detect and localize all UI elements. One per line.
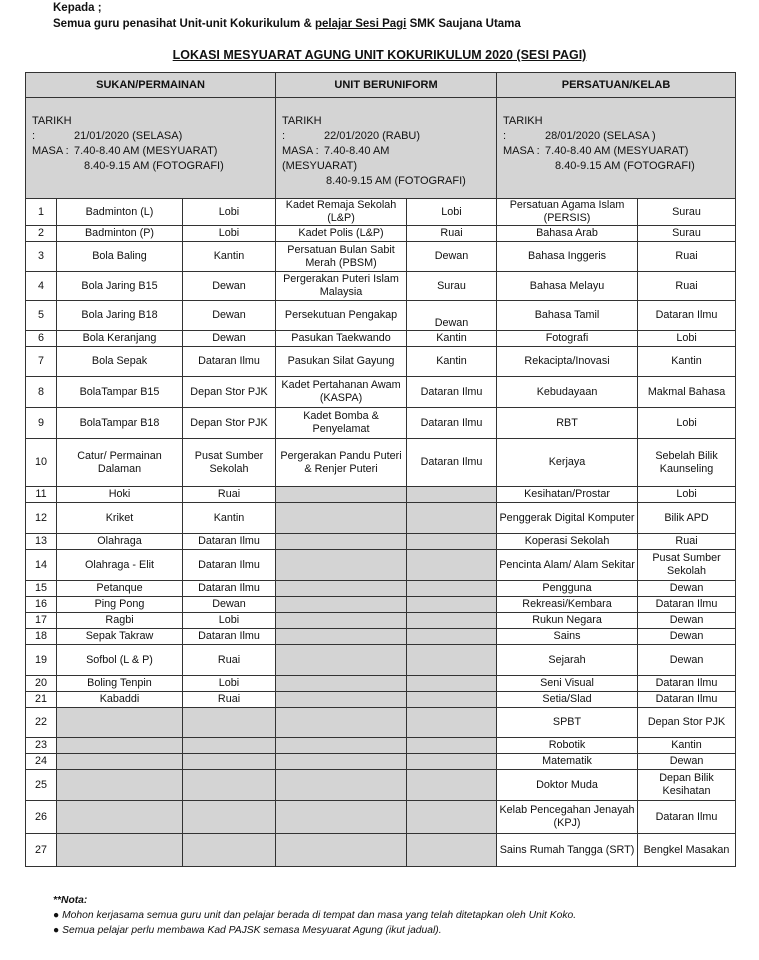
beruniform-location: [407, 597, 497, 613]
beruniform-location: [407, 692, 497, 708]
beruniform-unit: Kadet Pertahanan Awam (KASPA): [276, 377, 407, 408]
sukan-activity: [57, 770, 183, 801]
sukan-location: [183, 770, 276, 801]
persatuan-club: Doktor Muda: [497, 770, 638, 801]
persatuan-club: Matematik: [497, 754, 638, 770]
persatuan-club: Pengguna: [497, 581, 638, 597]
persatuan-club: Koperasi Sekolah: [497, 534, 638, 550]
persatuan-location: Sebelah Bilik Kaunseling: [638, 439, 736, 487]
note-text: Semua pelajar perlu membawa Kad PAJSK semasa Mesyuarat Agung (ikut jadual).: [62, 925, 442, 936]
beruniform-unit: [276, 597, 407, 613]
beruniform-location: [407, 738, 497, 754]
row-number: 16: [26, 597, 57, 613]
masa-label: MASA :: [32, 145, 69, 157]
persatuan-club: Kelab Pencegahan Jenayah (KPJ): [497, 801, 638, 834]
beruniform-unit: Pasukan Taekwando: [276, 331, 407, 347]
sukan-activity: Kabaddi: [57, 692, 183, 708]
persatuan-club: Pencinta Alam/ Alam Sekitar: [497, 550, 638, 581]
category-header-row: [26, 73, 736, 98]
beruniform-unit: [276, 676, 407, 692]
sukan-time-photo: 8.40-9.15 AM (FOTOGRAFI): [84, 160, 224, 172]
persatuan-club: Persatuan Agama Islam (PERSIS): [497, 199, 638, 226]
recipients-part-b: pelajar Sesi Pagi: [314, 18, 407, 30]
persatuan-club: Rekacipta/Inovasi: [497, 347, 638, 377]
tarikh-label: TARIKH :: [503, 115, 543, 142]
row-number: 5: [26, 301, 57, 331]
beruniform-unit: Kadet Bomba & Penyelamat: [276, 408, 407, 439]
sukan-location: Dataran Ilmu: [183, 629, 276, 645]
persatuan-location: Bengkel Masakan: [638, 834, 736, 867]
row-number: 13: [26, 534, 57, 550]
note-item: ● Semua pelajar perlu membawa Kad PAJSK semasa Mesyuarat Agung (ikut jadual).: [53, 925, 442, 936]
masa-label: MASA :: [282, 145, 319, 157]
persatuan-club: Setia/Slad: [497, 692, 638, 708]
beruniform-location: Lobi: [407, 199, 497, 226]
beruniform-unit: [276, 613, 407, 629]
persatuan-location: Dewan: [638, 613, 736, 629]
persatuan-location: Lobi: [638, 487, 736, 503]
sukan-activity: [57, 754, 183, 770]
beruniform-location: [407, 708, 497, 738]
sukan-activity: Ping Pong: [57, 597, 183, 613]
sukan-location: Kantin: [183, 242, 276, 272]
beruniform-unit: Persekutuan Pengakap: [276, 301, 407, 331]
table-row: [26, 629, 736, 645]
persatuan-club: Bahasa Tamil: [497, 301, 638, 331]
persatuan-location: Dewan: [638, 581, 736, 597]
beruniform-unit: [276, 801, 407, 834]
persatuan-location: Depan Stor PJK: [638, 708, 736, 738]
beruniform-unit: [276, 754, 407, 770]
sukan-location: Ruai: [183, 692, 276, 708]
table-row: [26, 834, 736, 867]
sukan-activity: Ragbi: [57, 613, 183, 629]
sukan-date: 21/01/2020 (SELASA): [74, 130, 183, 142]
sukan-location: Dewan: [183, 331, 276, 347]
persatuan-club: Sejarah: [497, 645, 638, 676]
beruniform-location: [407, 754, 497, 770]
sukan-location: Dataran Ilmu: [183, 550, 276, 581]
sukan-location: Dataran Ilmu: [183, 581, 276, 597]
persatuan-club: Sains: [497, 629, 638, 645]
table-row: [26, 645, 736, 676]
notes-section: [53, 893, 576, 938]
table-row: [26, 226, 736, 242]
beruniform-unit: [276, 708, 407, 738]
beruniform-location: [407, 487, 497, 503]
table-row: [26, 377, 736, 408]
table-row: [26, 708, 736, 738]
sukan-activity: BolaTampar B15: [57, 377, 183, 408]
persatuan-location: Lobi: [638, 408, 736, 439]
sukan-activity: Bola Jaring B18: [57, 301, 183, 331]
sukan-location: Ruai: [183, 645, 276, 676]
persatuan-location: Dataran Ilmu: [638, 597, 736, 613]
sukan-activity: Olahraga - Elit: [57, 550, 183, 581]
persatuan-location: Dewan: [638, 645, 736, 676]
sukan-activity: [57, 708, 183, 738]
tarikh-label: TARIKH :: [32, 115, 72, 142]
persatuan-location: Ruai: [638, 272, 736, 301]
beruniform-location: [407, 503, 497, 534]
masa-label: MASA :: [503, 145, 540, 157]
beruniform-location: Dewan: [407, 242, 497, 272]
row-number: 14: [26, 550, 57, 581]
sukan-activity: Sofbol (L & P): [57, 645, 183, 676]
beruniform-location: Dataran Ilmu: [407, 439, 497, 487]
row-number: 3: [26, 242, 57, 272]
sukan-location: [183, 708, 276, 738]
persatuan-time-meeting: 7.40-8.40 AM (MESYUARAT): [545, 145, 689, 157]
table-row: [26, 692, 736, 708]
beruniform-location: [407, 676, 497, 692]
beruniform-unit: [276, 487, 407, 503]
beruniform-unit: [276, 581, 407, 597]
beruniform-location: [407, 834, 497, 867]
sukan-location: Lobi: [183, 676, 276, 692]
beruniform-unit: [276, 770, 407, 801]
row-number: 12: [26, 503, 57, 534]
table-row: [26, 199, 736, 226]
row-number: 19: [26, 645, 57, 676]
beruniform-location: [407, 770, 497, 801]
sukan-location: Kantin: [183, 503, 276, 534]
schedule-info-row: [26, 98, 736, 199]
table-row: [26, 770, 736, 801]
beruniform-location: [407, 581, 497, 597]
row-number: 17: [26, 613, 57, 629]
sukan-activity: Bola Sepak: [57, 347, 183, 377]
sukan-activity: Badminton (L): [57, 199, 183, 226]
sukan-activity: Catur/ Permainan Dalaman: [57, 439, 183, 487]
beruniform-location: Dewan: [407, 301, 497, 331]
beruniform-unit: [276, 645, 407, 676]
persatuan-location: Dataran Ilmu: [638, 692, 736, 708]
row-number: 23: [26, 738, 57, 754]
table-row: [26, 534, 736, 550]
sukan-activity: Sepak Takraw: [57, 629, 183, 645]
sukan-time-meeting: 7.40-8.40 AM (MESYUARAT): [74, 145, 218, 157]
sukan-location: Depan Stor PJK: [183, 377, 276, 408]
beruniform-unit: [276, 692, 407, 708]
sukan-location: Dewan: [183, 597, 276, 613]
persatuan-location: Lobi: [638, 331, 736, 347]
table-row: [26, 487, 736, 503]
persatuan-location: Pusat Sumber Sekolah: [638, 550, 736, 581]
beruniform-location: [407, 550, 497, 581]
sukan-location: [183, 738, 276, 754]
recipients-part-c: SMK Saujana Utama: [406, 18, 521, 30]
sukan-location: Dataran Ilmu: [183, 534, 276, 550]
persatuan-location: Kantin: [638, 347, 736, 377]
recipients-part-a: Semua guru penasihat Unit-unit Kokurikulum &: [53, 18, 315, 30]
sukan-activity: Badminton (P): [57, 226, 183, 242]
persatuan-location: Depan Bilik Kesihatan: [638, 770, 736, 801]
row-number: 25: [26, 770, 57, 801]
beruniform-unit: [276, 738, 407, 754]
persatuan-location: Dewan: [638, 754, 736, 770]
table-row: [26, 738, 736, 754]
persatuan-club: Bahasa Melayu: [497, 272, 638, 301]
sukan-activity: Bola Jaring B15: [57, 272, 183, 301]
table-row: [26, 272, 736, 301]
row-number: 27: [26, 834, 57, 867]
row-number: 15: [26, 581, 57, 597]
beruniform-location: [407, 629, 497, 645]
row-number: 1: [26, 199, 57, 226]
sukan-location: Dewan: [183, 272, 276, 301]
beruniform-location: [407, 645, 497, 676]
row-number: 6: [26, 331, 57, 347]
row-number: 22: [26, 708, 57, 738]
persatuan-location: Ruai: [638, 242, 736, 272]
row-number: 4: [26, 272, 57, 301]
row-number: 10: [26, 439, 57, 487]
row-number: 9: [26, 408, 57, 439]
persatuan-location: Bilik APD: [638, 503, 736, 534]
beruniform-location: [407, 801, 497, 834]
sukan-location: Dataran Ilmu: [183, 347, 276, 377]
sukan-location: Lobi: [183, 226, 276, 242]
beruniform-location: Kantin: [407, 347, 497, 377]
table-row: [26, 581, 736, 597]
table-row: [26, 597, 736, 613]
beruniform-schedule: [276, 98, 497, 199]
sukan-activity: Bola Baling: [57, 242, 183, 272]
sukan-activity: [57, 738, 183, 754]
persatuan-location: Kantin: [638, 738, 736, 754]
beruniform-unit: [276, 550, 407, 581]
beruniform-location: [407, 534, 497, 550]
persatuan-club: RBT: [497, 408, 638, 439]
beruniform-location: [407, 613, 497, 629]
persatuan-club: Rukun Negara: [497, 613, 638, 629]
sukan-location: [183, 801, 276, 834]
schedule-table: [25, 72, 736, 867]
persatuan-location: Dataran Ilmu: [638, 301, 736, 331]
beruniform-unit: Pergerakan Puteri Islam Malaysia: [276, 272, 407, 301]
notes-title: **Nota:: [53, 895, 88, 906]
table-row: [26, 754, 736, 770]
sukan-location: Lobi: [183, 199, 276, 226]
table-row: [26, 503, 736, 534]
category-beruniform-title: UNIT BERUNIFORM: [276, 73, 497, 98]
sukan-location: Depan Stor PJK: [183, 408, 276, 439]
row-number: 18: [26, 629, 57, 645]
persatuan-location: Dataran Ilmu: [638, 801, 736, 834]
beruniform-time-meeting: 7.40-8.40 AM: [324, 145, 390, 157]
persatuan-location: Makmal Bahasa: [638, 377, 736, 408]
row-number: 11: [26, 487, 57, 503]
beruniform-time-photo: 8.40-9.15 AM (FOTOGRAFI): [326, 175, 466, 187]
beruniform-unit: [276, 503, 407, 534]
sukan-activity: Bola Keranjang: [57, 331, 183, 347]
row-number: 7: [26, 347, 57, 377]
persatuan-club: Fotografi: [497, 331, 638, 347]
beruniform-unit: [276, 834, 407, 867]
category-sukan-title: SUKAN/PERMAINAN: [26, 73, 276, 98]
table-row: [26, 439, 736, 487]
sukan-location: Pusat Sumber Sekolah: [183, 439, 276, 487]
beruniform-location: Dataran Ilmu: [407, 408, 497, 439]
beruniform-unit: Persatuan Bulan Sabit Merah (PBSM): [276, 242, 407, 272]
sukan-activity: BolaTampar B18: [57, 408, 183, 439]
sukan-activity: Olahraga: [57, 534, 183, 550]
sukan-location: Ruai: [183, 487, 276, 503]
persatuan-location: Surau: [638, 199, 736, 226]
sukan-activity: Kriket: [57, 503, 183, 534]
recipients-line: [53, 18, 521, 30]
beruniform-unit: Kadet Remaja Sekolah (L&P): [276, 199, 407, 226]
persatuan-location: Surau: [638, 226, 736, 242]
table-row: [26, 801, 736, 834]
note-item: ● Mohon kerjasama semua guru unit dan pelajar berada di tempat dan masa yang telah ditetapkan oleh Unit Koko.: [53, 910, 577, 921]
persatuan-club: Robotik: [497, 738, 638, 754]
persatuan-club: Bahasa Arab: [497, 226, 638, 242]
beruniform-location: Dataran Ilmu: [407, 377, 497, 408]
sukan-activity: Hoki: [57, 487, 183, 503]
beruniform-unit: Kadet Polis (L&P): [276, 226, 407, 242]
sukan-activity: [57, 801, 183, 834]
persatuan-location: Ruai: [638, 534, 736, 550]
persatuan-club: Kebudayaan: [497, 377, 638, 408]
sukan-activity: Petanque: [57, 581, 183, 597]
table-row: [26, 347, 736, 377]
persatuan-club: SPBT: [497, 708, 638, 738]
persatuan-club: Kerjaya: [497, 439, 638, 487]
document-title: LOKASI MESYUARAT AGUNG UNIT KOKURIKULUM 2020 (SESI PAGI): [172, 48, 587, 62]
persatuan-club: Bahasa Inggeris: [497, 242, 638, 272]
table-row: [26, 408, 736, 439]
beruniform-unit: Pergerakan Pandu Puteri & Renjer Puteri: [276, 439, 407, 487]
table-row: [26, 676, 736, 692]
sukan-schedule: [26, 98, 276, 199]
persatuan-location: Dataran Ilmu: [638, 676, 736, 692]
beruniform-location: Kantin: [407, 331, 497, 347]
persatuan-club: Seni Visual: [497, 676, 638, 692]
table-row: [26, 331, 736, 347]
sukan-activity: Boling Tenpin: [57, 676, 183, 692]
row-number: 24: [26, 754, 57, 770]
row-number: 20: [26, 676, 57, 692]
beruniform-unit: [276, 534, 407, 550]
sukan-location: Dewan: [183, 301, 276, 331]
table-row: [26, 613, 736, 629]
sukan-location: [183, 834, 276, 867]
beruniform-location: Surau: [407, 272, 497, 301]
table-row: [26, 550, 736, 581]
row-number: 8: [26, 377, 57, 408]
sukan-location: Lobi: [183, 613, 276, 629]
table-row: [26, 242, 736, 272]
persatuan-time-photo: 8.40-9.15 AM (FOTOGRAFI): [555, 160, 695, 172]
sukan-activity: [57, 834, 183, 867]
beruniform-unit: Pasukan Silat Gayung: [276, 347, 407, 377]
persatuan-location: Dewan: [638, 629, 736, 645]
table-row: [26, 301, 736, 331]
beruniform-location: Ruai: [407, 226, 497, 242]
tarikh-label: TARIKH :: [282, 115, 322, 142]
row-number: 26: [26, 801, 57, 834]
salutation: Kepada ;: [53, 2, 102, 14]
persatuan-date: 28/01/2020 (SELASA ): [545, 130, 656, 142]
note-text: Mohon kerjasama semua guru unit dan pelajar berada di tempat dan masa yang telah ditetapkan oleh Unit Koko.: [62, 910, 577, 921]
beruniform-unit: [276, 629, 407, 645]
persatuan-club: Penggerak Digital Komputer: [497, 503, 638, 534]
sukan-location: [183, 754, 276, 770]
persatuan-club: Rekreasi/Kembara: [497, 597, 638, 613]
row-number: 21: [26, 692, 57, 708]
persatuan-club: Kesihatan/Prostar: [497, 487, 638, 503]
beruniform-date: 22/01/2020 (RABU): [324, 130, 421, 142]
persatuan-schedule: [497, 98, 736, 199]
row-number: 2: [26, 226, 57, 242]
persatuan-club: Sains Rumah Tangga (SRT): [497, 834, 638, 867]
category-persatuan-title: PERSATUAN/KELAB: [497, 73, 736, 98]
beruniform-time-meeting-suffix: (MESYUARAT): [282, 160, 357, 172]
